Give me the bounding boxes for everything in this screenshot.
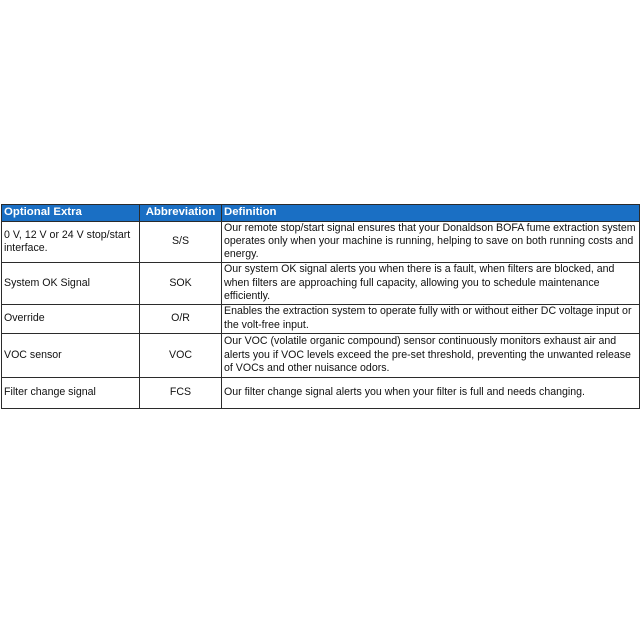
- table-row: [2, 377, 640, 408]
- cell-definition: Enables the extraction system to operate fully with or without either DC voltage input or the volt-free input.: [222, 304, 640, 333]
- cell-definition: Our filter change signal alerts you when your filter is full and needs changing.: [222, 377, 640, 408]
- cell-abbreviation: O/R: [140, 304, 222, 333]
- cell-optional-extra: System OK Signal: [2, 262, 140, 304]
- column-header-optional-extra: Optional Extra: [2, 205, 140, 222]
- optional-extras-table-container: [1, 204, 639, 409]
- column-header-abbreviation: Abbreviation: [140, 205, 222, 222]
- cell-optional-extra: Filter change signal: [2, 377, 140, 408]
- cell-definition: Our remote stop/start signal ensures that your Donaldson BOFA fume extraction system operates only when your machine is running, helping to save on both running costs and energy.: [222, 222, 640, 263]
- cell-abbreviation: FCS: [140, 377, 222, 408]
- cell-definition: Our system OK signal alerts you when there is a fault, when filters are blocked, and when filters are approaching full capacity, allowing you to schedule maintenance efficiently.: [222, 262, 640, 304]
- optional-extras-table: [1, 204, 640, 409]
- table-row: [2, 262, 640, 304]
- cell-optional-extra: Override: [2, 304, 140, 333]
- cell-abbreviation: VOC: [140, 333, 222, 377]
- column-header-definition: Definition: [222, 205, 640, 222]
- cell-optional-extra: VOC sensor: [2, 333, 140, 377]
- cell-optional-extra: 0 V, 12 V or 24 V stop/start interface.: [2, 222, 140, 263]
- cell-definition: Our VOC (volatile organic compound) sensor continuously monitors exhaust air and alerts you if VOC levels exceed the pre-set threshold, preventing the unwanted release of VOCs and other nuisance odors.: [222, 333, 640, 377]
- cell-abbreviation: S/S: [140, 222, 222, 263]
- cell-abbreviation: SOK: [140, 262, 222, 304]
- table-row: [2, 304, 640, 333]
- table-row: [2, 333, 640, 377]
- table-header-row: [2, 205, 640, 222]
- table-row: [2, 222, 640, 263]
